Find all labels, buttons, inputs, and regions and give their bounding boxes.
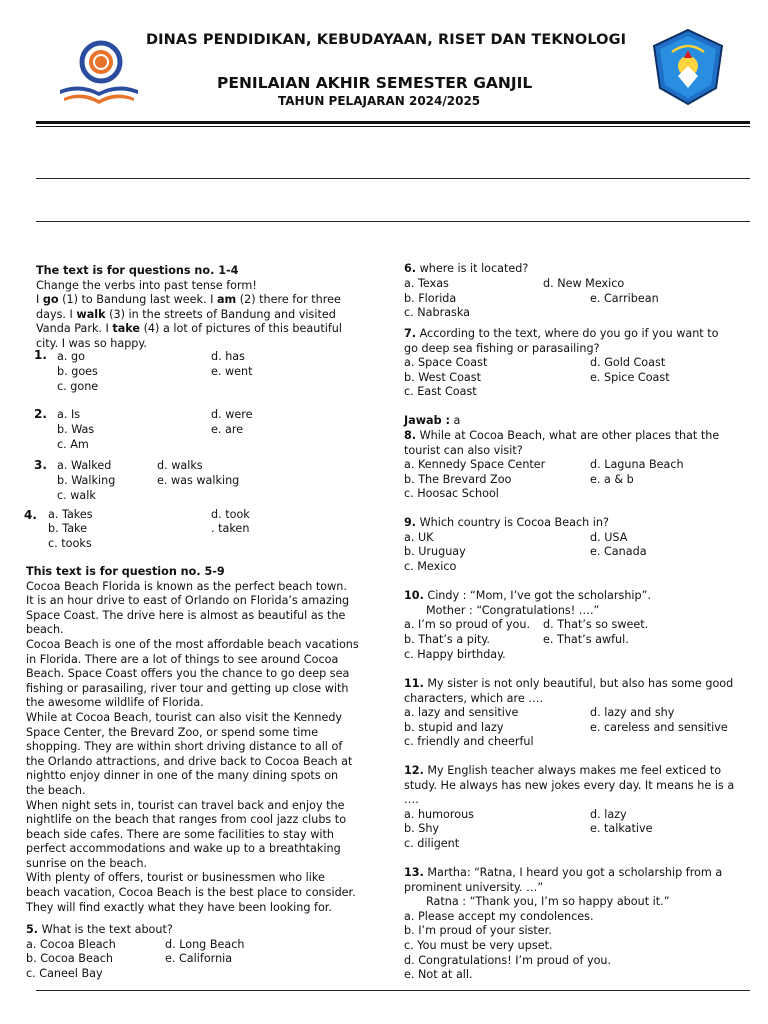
- q3-option-b[interactable]: b. Walking: [57, 474, 116, 487]
- q6-option-a[interactable]: a. Texas: [404, 277, 449, 290]
- q8-option-b[interactable]: b. The Brevard Zoo: [404, 473, 512, 486]
- q4-option-e[interactable]: . taken: [211, 522, 250, 535]
- q13-option-e[interactable]: e. Not at all.: [404, 968, 473, 981]
- section-1-line: city. I was so happy.: [36, 336, 147, 350]
- passage-line: nightlife on the beach that ranges from cool jazz clubs to: [26, 813, 347, 827]
- q12-option-a[interactable]: a. humorous: [404, 808, 475, 821]
- q13-option-b[interactable]: b. I’m proud of your sister.: [404, 924, 552, 937]
- q12-number: 12.: [404, 764, 424, 777]
- q3-option-d[interactable]: d. walks: [157, 459, 203, 472]
- q11-line: characters, which are ….: [404, 691, 544, 705]
- q8-line: tourist can also visit?: [404, 443, 523, 457]
- q2-option-c[interactable]: c. Am: [57, 438, 89, 451]
- q7-line: go deep sea fishing or parasailing?: [404, 341, 600, 355]
- verb-take: take: [112, 322, 141, 336]
- q2-option-d[interactable]: d. were: [211, 408, 253, 421]
- class-line: [36, 221, 750, 222]
- q9-option-c[interactable]: c. Mexico: [404, 560, 457, 573]
- q13-line: [404, 866, 722, 881]
- q12-option-d[interactable]: d. lazy: [590, 808, 627, 821]
- passage-line: They will find exactly what they have been looking for.: [26, 900, 332, 914]
- q3-option-e[interactable]: e. was walking: [157, 474, 240, 487]
- institution-title: DINAS PENDIDIKAN, KEBUDAYAAN, RISET DAN TEKNOLOGI: [146, 32, 627, 48]
- text: Vanda Park. I: [36, 322, 113, 336]
- q13-option-d[interactable]: d. Congratulations! I’m proud of you.: [404, 954, 612, 967]
- q5-option-d[interactable]: d. Long Beach: [165, 938, 245, 951]
- passage-line: Space Coast. The drive here is almost as beautiful as the: [26, 608, 346, 622]
- q8-option-c[interactable]: c. Hoosac School: [404, 487, 499, 500]
- school-logo: [56, 38, 142, 108]
- q12-option-e[interactable]: e. talkative: [590, 822, 653, 835]
- q7-question: [404, 327, 718, 356]
- header-rule: [36, 121, 750, 124]
- passage-line: nightto enjoy dinner in one of the many dining spots on: [26, 769, 339, 783]
- section-2-title: This text is for question no. 5-9: [26, 565, 225, 578]
- q5-question: [26, 923, 173, 938]
- text: (4) a lot of pictures of this beautiful: [140, 322, 342, 336]
- passage-line: When night sets in, tourist can travel back and enjoy the: [26, 798, 345, 812]
- q12-text: My English teacher always makes me feel exticed to: [423, 764, 722, 777]
- section-2-passage: [26, 565, 378, 915]
- section-1-line: [36, 322, 386, 337]
- passage-line: shopping. They are within short driving distance to all of: [26, 740, 343, 754]
- q11-option-b[interactable]: b. stupid and lazy: [404, 721, 504, 734]
- passage-line: beach side cafes. There are some facilities to stay with: [26, 827, 334, 841]
- passage-line: Beach. Space Coast offers you the chance to go deep sea: [26, 667, 350, 681]
- text: (1) to Bandung last week. I: [58, 293, 217, 307]
- q8-number: 8.: [404, 429, 417, 442]
- q10-option-d[interactable]: d. That’s so sweet.: [543, 618, 649, 631]
- q11-option-d[interactable]: d. lazy and shy: [590, 706, 675, 719]
- q7-option-a[interactable]: a. Space Coast: [404, 356, 488, 369]
- q6-option-b[interactable]: b. Florida: [404, 292, 457, 305]
- section-1-line: [36, 293, 386, 308]
- q4-option-d[interactable]: d. took: [211, 508, 250, 521]
- q10-option-e[interactable]: e. That’s awful.: [543, 633, 629, 646]
- section-1-text: [36, 264, 386, 352]
- passage-line: perfect accommodations and wake up to a breathtaking: [26, 842, 341, 856]
- q4-option-b[interactable]: b. Take: [48, 522, 88, 535]
- q5-option-a[interactable]: a. Cocoa Bleach: [26, 938, 116, 951]
- q13-question: [404, 866, 722, 910]
- q6-option-e[interactable]: e. Carribean: [590, 292, 659, 305]
- passage-line: Cocoa Beach Florida is known as the perfect beach town.: [26, 579, 347, 593]
- q9-option-e[interactable]: e. Canada: [590, 545, 647, 558]
- q5-option-c[interactable]: c. Caneel Bay: [26, 967, 103, 980]
- q6-text: where is it located?: [416, 262, 529, 275]
- section-1-title: The text is for questions no. 1-4: [36, 264, 239, 277]
- q6-option-c[interactable]: c. Nabraska: [404, 306, 471, 319]
- q11-option-c[interactable]: c. friendly and cheerful: [404, 735, 534, 748]
- q10-option-b[interactable]: b. That’s a pity.: [404, 633, 490, 646]
- answer-note: [404, 414, 460, 429]
- passage-line: Space Center, the Brevard Zoo, or spend some time: [26, 725, 319, 739]
- q9-number: 9.: [404, 516, 417, 529]
- q3-number: 3.: [34, 458, 47, 472]
- q6-option-d[interactable]: d. New Mexico: [543, 277, 625, 290]
- q13-line: prominent university. …”: [404, 880, 544, 894]
- q5-option-e[interactable]: e. California: [165, 952, 233, 965]
- q11-number: 11.: [404, 677, 424, 690]
- q6-question: [404, 262, 528, 277]
- q12-line: [404, 764, 734, 779]
- q7-option-d[interactable]: d. Gold Coast: [590, 356, 666, 369]
- q8-question: [404, 429, 719, 458]
- q11-question: [404, 677, 733, 706]
- q11-line: [404, 677, 733, 692]
- q11-option-a[interactable]: a. lazy and sensitive: [404, 706, 519, 719]
- text: (3) in the streets of Bandung and visited: [105, 307, 336, 321]
- q8-option-d[interactable]: d. Laguna Beach: [590, 458, 684, 471]
- q1-number: 1.: [34, 348, 47, 362]
- passage-line: It is an hour drive to east of Orlando on Florida’s amazing: [26, 594, 350, 608]
- name-line: [36, 178, 750, 179]
- q12-option-b[interactable]: b. Shy: [404, 822, 440, 835]
- q7-option-b[interactable]: b. West Coast: [404, 371, 482, 384]
- passage-line: sunrise on the beach.: [26, 856, 148, 870]
- q5-option-b[interactable]: b. Cocoa Beach: [26, 952, 113, 965]
- q8-option-e[interactable]: e. a & b: [590, 473, 634, 486]
- passage-line: fishing or parasailing, river tour and getting up close with: [26, 681, 349, 695]
- q7-option-c[interactable]: c. East Coast: [404, 385, 477, 398]
- q13-line: Ratna : “Thank you, I’m so happy about it.”: [426, 895, 670, 909]
- q6-number: 6.: [404, 262, 417, 275]
- passage-line: Cocoa Beach is one of the most affordable beach vacations: [26, 637, 359, 651]
- q4-number: 4.: [24, 508, 37, 522]
- passage-line: in Florida. There are a lot of things to see around Cocoa: [26, 652, 339, 666]
- q10-option-c[interactable]: c. Happy birthday.: [404, 648, 506, 661]
- q7-option-e[interactable]: e. Spice Coast: [590, 371, 670, 384]
- q10-option-a[interactable]: a. I’m so proud of you.: [404, 618, 531, 631]
- school-year: TAHUN PELAJARAN 2024/2025: [278, 94, 481, 108]
- exam-title: PENILAIAN AKHIR SEMESTER GANJIL: [217, 74, 533, 92]
- q12-line: ….: [404, 793, 419, 807]
- passage-line: the Orlando attractions, and drive back to Cocoa Beach at: [26, 754, 353, 768]
- q10-line: [404, 589, 651, 604]
- q9-option-a[interactable]: a. UK: [404, 531, 434, 544]
- q9-question: [404, 516, 609, 531]
- q11-option-e[interactable]: e. careless and sensitive: [590, 721, 728, 734]
- q10-text: Cindy : “Mom, I’ve got the scholarship”.: [423, 589, 651, 602]
- text: (2) there for three: [236, 293, 341, 307]
- q13-option-a[interactable]: a. Please accept my condolences.: [404, 910, 594, 923]
- footer-rule: [36, 990, 750, 991]
- q4-option-a[interactable]: a. Takes: [48, 508, 93, 521]
- q2-option-b[interactable]: b. Was: [57, 423, 95, 436]
- q1-option-b[interactable]: b. goes: [57, 365, 98, 378]
- q10-line: Mother : “Congratulations! ….”: [426, 603, 600, 617]
- q7-text: According to the text, where do you go if you want to: [416, 327, 719, 340]
- q12-line: study. He always has new jokes every day. It means he is a: [404, 778, 735, 792]
- q1-option-c[interactable]: c. gone: [57, 380, 99, 393]
- q13-option-c[interactable]: c. You must be very upset.: [404, 939, 553, 952]
- passage-line: the awesome wildlife of Florida.: [26, 696, 204, 710]
- q1-option-e[interactable]: e. went: [211, 365, 253, 378]
- q8-option-a[interactable]: a. Kennedy Space Center: [404, 458, 546, 471]
- q7-number: 7.: [404, 327, 417, 340]
- verb-am: am: [216, 293, 237, 307]
- q3-option-a[interactable]: a. Walked: [57, 459, 112, 472]
- section-1-instruction: Change the verbs into past tense form!: [36, 278, 257, 292]
- section-1-line: [36, 308, 386, 323]
- passage-line: While at Cocoa Beach, tourist can also visit the Kennedy: [26, 710, 343, 724]
- verb-walk: walk: [76, 307, 106, 321]
- q9-option-b[interactable]: b. Uruguay: [404, 545, 466, 558]
- q8-line: [404, 429, 719, 444]
- q10-question: [404, 589, 651, 618]
- q13-number: 13.: [404, 866, 424, 879]
- q9-text: Which country is Cocoa Beach in?: [416, 516, 609, 529]
- q5-text: What is the text about?: [38, 923, 173, 936]
- q7-line: [404, 327, 718, 342]
- q2-number: 2.: [34, 407, 47, 421]
- q4-option-c[interactable]: c. tooks: [48, 537, 92, 550]
- q2-option-e[interactable]: e. are: [211, 423, 244, 436]
- q12-option-c[interactable]: c. diligent: [404, 837, 460, 850]
- tut-wuri-seal: [648, 28, 728, 106]
- q9-option-d[interactable]: d. USA: [590, 531, 628, 544]
- verb-go: go: [42, 293, 59, 307]
- q8-text: While at Cocoa Beach, what are other places that the: [416, 429, 720, 442]
- q13-text: Martha: “Ratna, I heard you got a scholarship from a: [423, 866, 723, 879]
- passage-line: beach.: [26, 623, 64, 637]
- q11-text: My sister is not only beautiful, but also has some good: [423, 677, 734, 690]
- answer-value: a: [449, 414, 461, 427]
- passage-line: beach vacation, Cocoa Beach is the best place to consider.: [26, 886, 356, 900]
- header-rule-thin: [36, 126, 750, 127]
- q1-option-d[interactable]: d. has: [211, 350, 245, 363]
- q12-question: [404, 764, 734, 808]
- passage-line: With plenty of offers, tourist or businessmen who like: [26, 871, 325, 885]
- text: days. I: [36, 307, 77, 321]
- passage-line: the beach.: [26, 783, 86, 797]
- q3-option-c[interactable]: c. walk: [57, 489, 96, 502]
- q5-number: 5.: [26, 923, 39, 936]
- answer-label: Jawab :: [404, 414, 450, 427]
- q2-option-a[interactable]: a. Is: [57, 408, 81, 421]
- text: I: [36, 293, 43, 307]
- q1-option-a[interactable]: a. go: [57, 350, 85, 363]
- q10-number: 10.: [404, 589, 424, 602]
